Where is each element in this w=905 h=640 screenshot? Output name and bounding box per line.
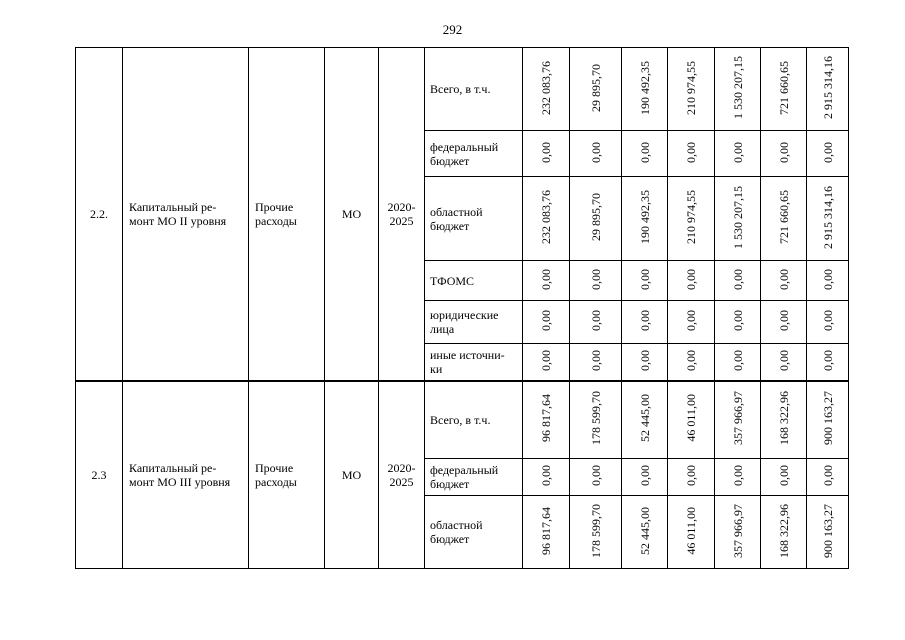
value-cell — [761, 261, 807, 301]
value-text: 0,00 — [684, 141, 698, 163]
value-text: 0,00 — [637, 310, 652, 331]
value-text: 232 083,76 — [539, 60, 553, 115]
value-cell — [570, 48, 622, 131]
value-cell — [715, 381, 761, 459]
value-text: 1 530 207,15 — [730, 56, 745, 119]
value-text: 168 322,96 — [776, 391, 791, 446]
value-cell — [668, 177, 715, 261]
value-text: 0,00 — [820, 310, 835, 331]
value-text: 0,00 — [776, 310, 791, 331]
funding-source: областной бюджет — [425, 496, 523, 569]
value-cell — [668, 48, 715, 131]
value-text: 1 530 207,15 — [730, 185, 745, 249]
value-cell — [523, 301, 570, 344]
value-cell — [570, 381, 622, 459]
budget-table — [75, 47, 849, 569]
value-text: 0,00 — [684, 349, 698, 371]
value-text: 0,00 — [588, 310, 603, 331]
value-cell — [523, 459, 570, 496]
value-cell — [668, 131, 715, 177]
value-cell — [715, 496, 761, 569]
value-text: 0,00 — [539, 465, 553, 486]
value-cell — [523, 177, 570, 261]
value-cell — [523, 131, 570, 177]
value-cell — [715, 48, 761, 131]
value-cell — [622, 381, 668, 459]
funding-source: ТФОМС — [425, 261, 523, 301]
value-cell — [622, 48, 668, 131]
value-text: 2 915 314,16 — [820, 185, 835, 249]
value-text: 0,00 — [684, 310, 698, 331]
value-text: 721 660,65 — [776, 190, 791, 244]
value-text: 721 660,65 — [776, 60, 791, 115]
value-cell — [622, 131, 668, 177]
value-text: 0,00 — [730, 310, 745, 331]
value-text: 0,00 — [637, 349, 652, 371]
item-name: Капитальный ре- монт МО III уровня — [123, 381, 249, 569]
value-text: 52 445,00 — [637, 506, 652, 555]
value-text: 357 966,97 — [730, 391, 745, 446]
budget-table-container — [75, 47, 849, 569]
value-cell — [570, 177, 622, 261]
value-text: 178 599,70 — [588, 391, 603, 446]
value-text: 190 492,35 — [637, 190, 652, 244]
value-cell — [622, 344, 668, 381]
value-text: 0,00 — [588, 268, 603, 290]
value-text: 178 599,70 — [588, 503, 603, 558]
value-text: 0,00 — [730, 268, 745, 290]
executor: МО — [325, 48, 379, 381]
value-cell — [622, 301, 668, 344]
value-text: 96 817,64 — [539, 506, 553, 555]
value-text: 0,00 — [637, 268, 652, 290]
value-cell — [807, 496, 849, 569]
value-cell — [570, 496, 622, 569]
value-text: 190 492,35 — [637, 60, 652, 115]
value-text: 0,00 — [820, 268, 835, 290]
value-text: 0,00 — [539, 268, 553, 290]
executor: МО — [325, 381, 379, 569]
value-cell — [761, 301, 807, 344]
value-text: 0,00 — [588, 465, 603, 486]
value-cell — [807, 459, 849, 496]
value-cell — [523, 344, 570, 381]
value-cell — [570, 344, 622, 381]
value-text: 900 163,27 — [820, 503, 835, 558]
value-text: 0,00 — [539, 349, 553, 371]
value-cell — [761, 459, 807, 496]
funding-source: Всего, в т.ч. — [425, 48, 523, 131]
value-cell — [570, 131, 622, 177]
item-number: 2.2. — [76, 48, 123, 381]
value-text: 357 966,97 — [730, 503, 745, 558]
funding-source: федеральный бюджет — [425, 459, 523, 496]
value-text: 900 163,27 — [820, 391, 835, 446]
value-cell — [570, 301, 622, 344]
value-cell — [622, 496, 668, 569]
value-text: 0,00 — [776, 465, 791, 486]
value-text: 0,00 — [730, 465, 745, 486]
value-cell — [570, 261, 622, 301]
value-cell — [523, 48, 570, 131]
value-cell — [570, 459, 622, 496]
value-cell — [807, 261, 849, 301]
funding-source: Всего, в т.ч. — [425, 381, 523, 459]
value-cell — [761, 48, 807, 131]
funding-source: федеральный бюджет — [425, 131, 523, 177]
value-cell — [715, 301, 761, 344]
value-text: 168 322,96 — [776, 503, 791, 558]
value-cell — [622, 261, 668, 301]
value-text: 0,00 — [730, 141, 745, 163]
period: 2020- 2025 — [379, 381, 425, 569]
value-text: 0,00 — [539, 141, 553, 163]
value-cell — [668, 381, 715, 459]
value-cell — [668, 344, 715, 381]
value-text: 29 895,70 — [588, 193, 603, 241]
funding-source: областной бюджет — [425, 177, 523, 261]
page-number: 292 — [442, 22, 463, 37]
value-cell — [523, 496, 570, 569]
value-text: 0,00 — [588, 349, 603, 371]
period: 2020- 2025 — [379, 48, 425, 381]
value-cell — [523, 381, 570, 459]
value-text: 0,00 — [776, 141, 791, 163]
value-text: 0,00 — [730, 349, 745, 371]
value-cell — [761, 177, 807, 261]
value-text: 0,00 — [820, 141, 835, 163]
item-name: Капитальный ре- монт МО II уровня — [123, 48, 249, 381]
value-text: 232 083,76 — [539, 190, 553, 244]
value-cell — [715, 344, 761, 381]
value-text: 210 974,55 — [684, 190, 698, 244]
value-text: 52 445,00 — [637, 394, 652, 443]
value-cell — [807, 344, 849, 381]
value-cell — [622, 177, 668, 261]
value-text: 0,00 — [684, 465, 698, 486]
value-text: 210 974,55 — [684, 60, 698, 115]
value-text: 0,00 — [588, 141, 603, 163]
table-row — [76, 48, 849, 131]
value-cell — [622, 459, 668, 496]
value-text: 0,00 — [776, 268, 791, 290]
value-cell — [715, 131, 761, 177]
value-cell — [668, 459, 715, 496]
value-cell — [668, 301, 715, 344]
value-text: 46 011,00 — [684, 506, 698, 555]
value-text: 0,00 — [637, 465, 652, 486]
value-text: 0,00 — [820, 465, 835, 486]
funding-source: юридические лица — [425, 301, 523, 344]
value-text: 2 915 314,16 — [820, 56, 835, 119]
expense-type: Прочие расходы — [249, 48, 325, 381]
value-text: 0,00 — [637, 141, 652, 163]
value-cell — [807, 381, 849, 459]
value-cell — [761, 344, 807, 381]
value-cell — [807, 177, 849, 261]
value-text: 46 011,00 — [684, 394, 698, 443]
value-cell — [715, 261, 761, 301]
value-cell — [807, 48, 849, 131]
value-cell — [807, 301, 849, 344]
value-text: 0,00 — [776, 349, 791, 371]
value-cell — [761, 496, 807, 569]
funding-source: иные источни- ки — [425, 344, 523, 381]
value-cell — [761, 131, 807, 177]
value-text: 29 895,70 — [588, 63, 603, 112]
value-text: 0,00 — [684, 268, 698, 290]
value-cell — [668, 261, 715, 301]
value-cell — [715, 177, 761, 261]
value-cell — [715, 459, 761, 496]
value-cell — [807, 131, 849, 177]
value-cell — [761, 381, 807, 459]
value-text: 0,00 — [820, 349, 835, 371]
value-cell — [668, 496, 715, 569]
value-cell — [523, 261, 570, 301]
value-text: 96 817,64 — [539, 394, 553, 443]
item-number: 2.3 — [76, 381, 123, 569]
expense-type: Прочие расходы — [249, 381, 325, 569]
table-row — [76, 381, 849, 459]
value-text: 0,00 — [539, 310, 553, 331]
